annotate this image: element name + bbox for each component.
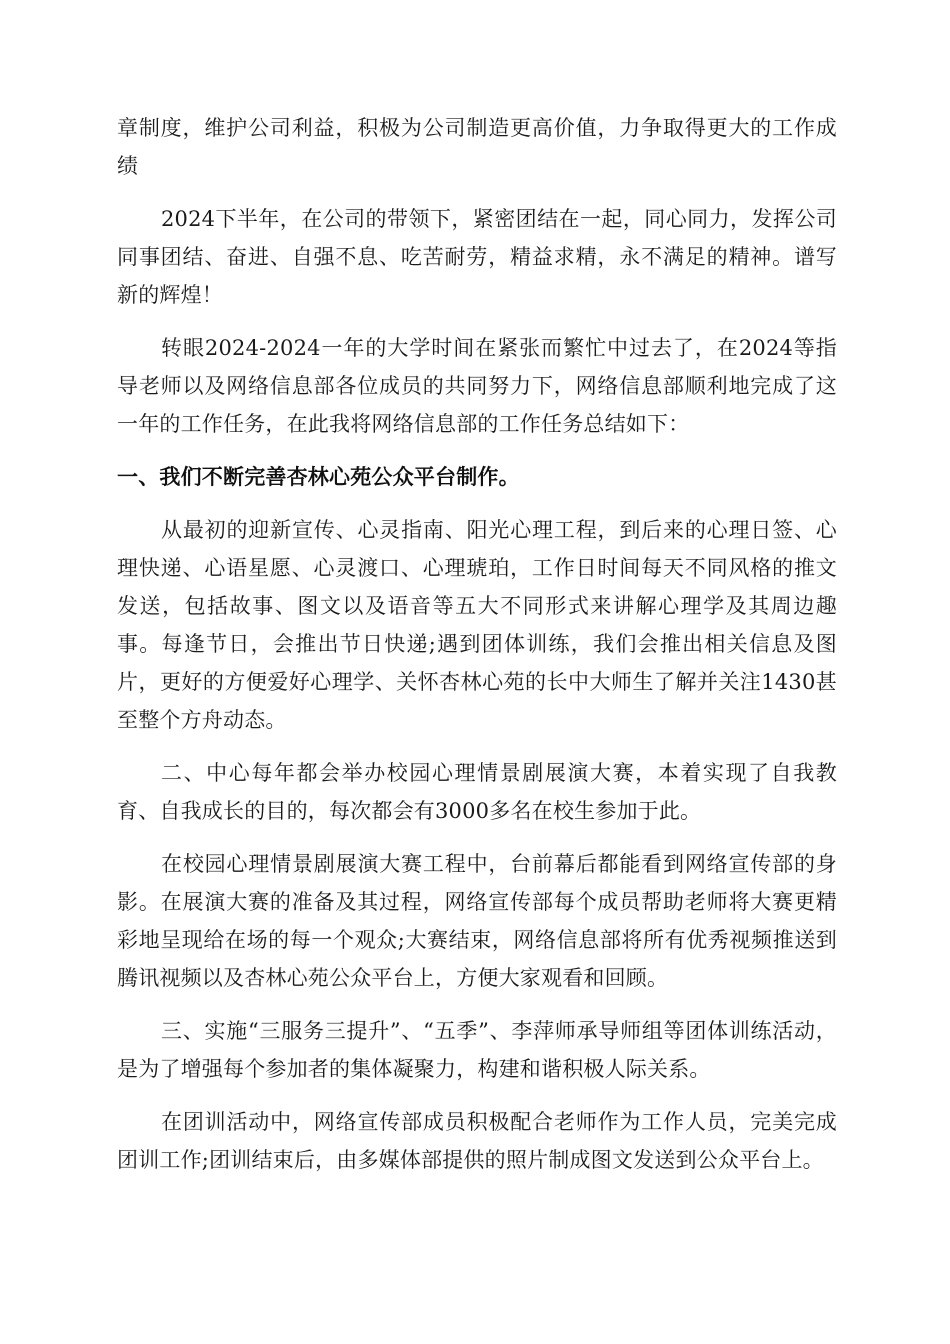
paragraph-year-summary-intro: 转眼2024-2024一年的大学时间在紧张而繁忙中过去了，在2024等指导老师以及网络信息部各位成员的共同努力下，网络信息部顺利地完成了这一年的工作任务，在此我将网络信息部的工作任务总结如下： bbox=[117, 336, 837, 436]
paragraph-section-2: 二、中心每年都会举办校园心理情景剧展演大赛，本着实现了自我教育、自我成长的目的，每次都会有3000多名在校生参加于此。 bbox=[117, 761, 837, 823]
paragraph-drama-contest: 在校园心理情景剧展演大赛工程中，台前幕后都能看到网络宣传部的身影。在展演大赛的准备及其过程，网络宣传部每个成员帮助老师将大赛更精彩地呈现给在场的每一个观众;大赛结束，网络信息部将所有优秀视频推送到腾讯视频以及杏林心苑公众平台上，方便大家观看和回顾。 bbox=[117, 852, 837, 990]
paragraph-section-3: 三、实施“三服务三提升”、“五季”、李萍师承导师组等团体训练活动，是为了增强每个参加者的集体凝聚力，构建和谐积极人际关系。 bbox=[117, 1019, 837, 1081]
section-heading-1: 一、我们不断完善杏林心苑公众平台制作。 bbox=[117, 465, 520, 489]
paragraph-continuation: 章制度，维护公司利益，积极为公司制造更高价值，力争取得更大的工作成绩 bbox=[117, 116, 837, 178]
paragraph-group-training: 在团训活动中，网络宣传部成员积极配合老师作为工作人员，完美完成团训工作;团训结束后，由多媒体部提供的照片制成图文发送到公众平台上。 bbox=[117, 1110, 837, 1172]
document-body bbox=[117, 109, 837, 1194]
paragraph-second-half-2024: 2024下半年，在公司的带领下，紧密团结在一起，同心同力，发挥公司同事团结、奋进、自强不息、吃苦耐劳，精益求精，永不满足的精神。谱写新的辉煌！ bbox=[117, 207, 837, 307]
paragraph-public-platform: 从最初的迎新宣传、心灵指南、阳光心理工程，到后来的心理日签、心理快递、心语星愿、心灵渡口、心理琥珀，工作日时间每天不同风格的推文发送，包括故事、图文以及语音等五大不同形式来讲解心理学及其周边趣事。每逢节日，会推出节日快递;遇到团体训练，我们会推出相关信息及图片，更好的方便爱好心理学、关怀杏林心苑的长中大师生了解并关注1430甚至整个方舟动态。 bbox=[117, 518, 837, 732]
